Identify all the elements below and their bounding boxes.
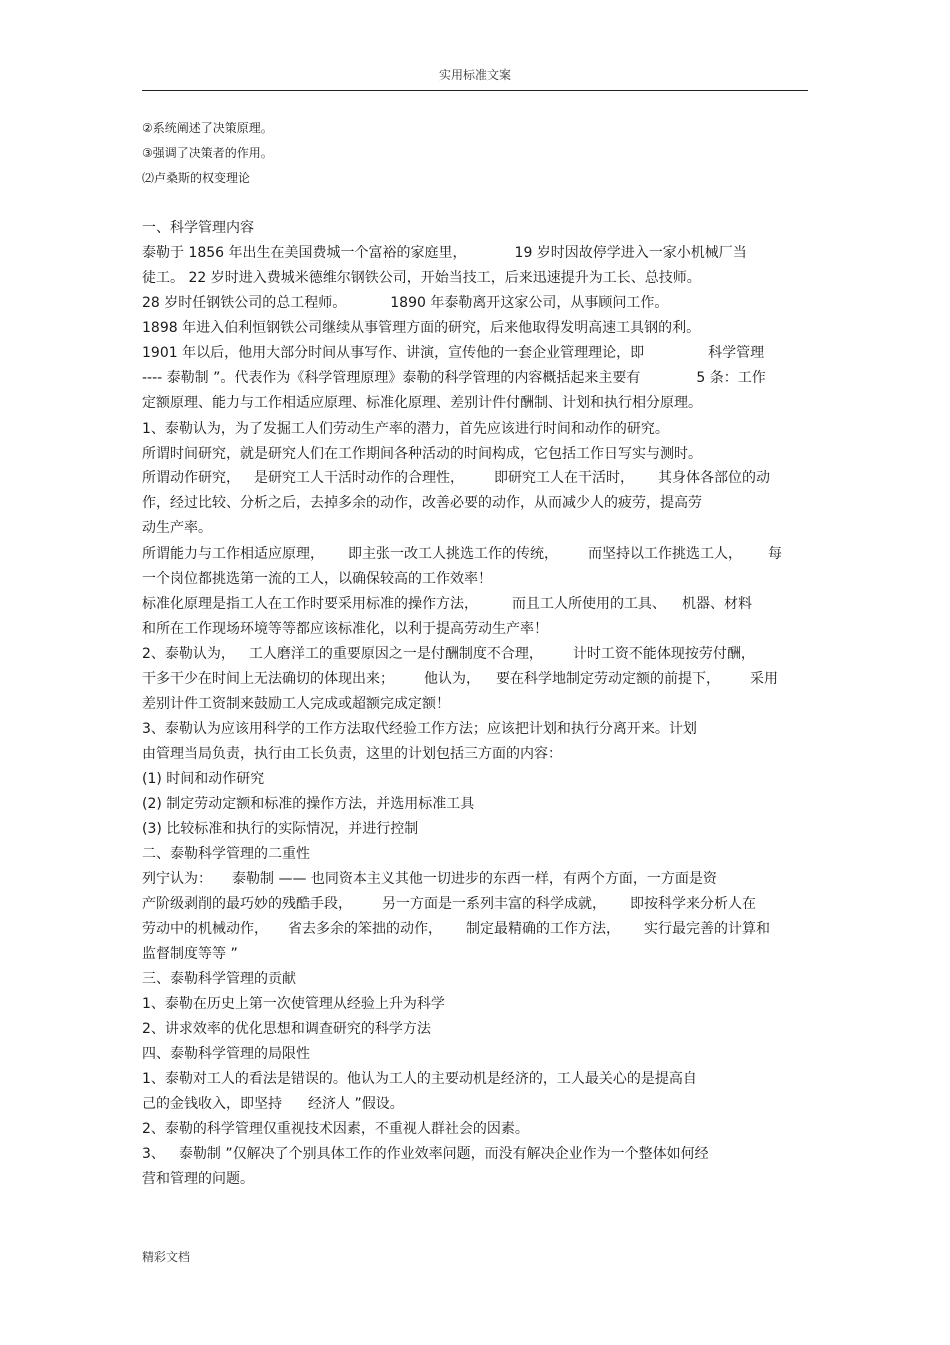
text-line: 1898 年进入伯利恒钢铁公司继续从事管理方面的研究，后来他取得发明高速工具钢的利。 bbox=[142, 320, 701, 336]
text-line: ---- 泰勒制 ”。代表作为《科学管理原理》泰勒的科学管理的内容概括起来主要有 5 条：工作 bbox=[142, 370, 766, 386]
section-heading: 四、泰勒科学管理的局限性 bbox=[142, 1046, 310, 1062]
text-line: 标准化原理是指工人在工作时要采用标准的操作方法， 而且工人所使用的工具、 机器、材料 bbox=[142, 596, 752, 612]
text-line: 1、泰勒认为，为了发掘工人们劳动生产率的潜力，首先应该进行时间和动作的研究。 bbox=[142, 421, 669, 437]
text-line: 2、泰勒认为， 工人磨洋工的重要原因之一是付酬制度不合理， 计时工资不能体现按劳付酬， bbox=[142, 646, 755, 662]
text-line: 由管理当局负责，执行由工长负责，这里的计划包括三方面的内容： bbox=[142, 746, 562, 762]
list-item: 2、泰勒的科学管理仅重视技术因素，不重视人群社会的因素。 bbox=[142, 1121, 529, 1137]
list-item: (2) 制定劳动定额和标准的操作方法，并选用标准工具 bbox=[142, 796, 475, 812]
text-line: 3、泰勒认为应该用科学的工作方法取代经验工作方法；应该把计划和执行分离开来。计划 bbox=[142, 721, 697, 737]
text-line: 监督制度等等 ” bbox=[142, 946, 238, 962]
section-heading: 三、泰勒科学管理的贡献 bbox=[142, 971, 296, 987]
list-item: 3、 泰勒制 ”仅解决了个别具体工作的作业效率问题，而没有解决企业作为一个整体如何经 bbox=[142, 1146, 709, 1162]
list-item: 2、讲求效率的优化思想和调查研究的科学方法 bbox=[142, 1021, 431, 1037]
text-line: 劳动中的机械动作， 省去多余的笨拙的动作， 制定最精确的工作方法， 实行最完善的计算和 bbox=[142, 921, 770, 937]
text-line: 差别计件工资制来鼓励工人完成或超额完成定额！ bbox=[142, 696, 450, 712]
list-item: 1、泰勒在历史上第一次使管理从经验上升为科学 bbox=[142, 996, 445, 1012]
section-heading: 一、科学管理内容 bbox=[142, 220, 254, 236]
text-line: ③强调了决策者的作用。 bbox=[142, 146, 273, 160]
text-line: 所谓能力与工作相适应原理， 即主张一改工人挑选工作的传统， 而坚持以工作挑选工人， 每 bbox=[142, 546, 782, 562]
text-line: 所谓动作研究， 是研究工人干活时动作的合理性， 即研究工人在干活时， 其身体各部位的动 bbox=[142, 470, 770, 486]
page-footer: 精彩文档 bbox=[142, 1250, 191, 1264]
text-line: 己的金钱收入，即坚持 经济人 ”假设。 bbox=[142, 1096, 404, 1112]
list-item: (1) 时间和动作研究 bbox=[142, 771, 265, 787]
text-line: 28 岁时任钢铁公司的总工程师。 1890 年泰勒离开这家公司，从事顾问工作。 bbox=[142, 295, 669, 311]
text-line: 徒工。 22 岁时进入费城米德维尔钢铁公司，开始当技工，后来迅速提升为工长、总技师。 bbox=[142, 270, 701, 286]
text-line: 列宁认为： 泰勒制 —— 也同资本主义其他一切进步的东西一样，有两个方面，一方面是资 bbox=[142, 871, 717, 887]
text-line: 作，经过比较、分析之后，去掉多余的动作，改善必要的动作，从而减少人的疲劳，提高劳 bbox=[142, 495, 702, 511]
text-line: 动生产率。 bbox=[142, 520, 212, 536]
list-item: (3) 比较标准和执行的实际情况，并进行控制 bbox=[142, 821, 419, 837]
list-item: 1、泰勒对工人的看法是错误的。他认为工人的主要动机是经济的，工人最关心的是提高自 bbox=[142, 1071, 697, 1087]
text-line: 泰勒于 1856 年出生在美国费城一个富裕的家庭里， 19 岁时因故停学进入一家小机械厂当 bbox=[142, 245, 747, 261]
text-line: 产阶级剥削的最巧妙的残酷手段， 另一方面是一系列丰富的科学成就， 即按科学来分析人在 bbox=[142, 896, 756, 912]
text-line: 干多干少在时间上无法确切的体现出来； 他认为， 要在科学地制定劳动定额的前提下， 采用 bbox=[142, 671, 778, 687]
text-line: ⑵卢桑斯的权变理论 bbox=[142, 171, 251, 185]
header-divider bbox=[142, 90, 808, 91]
text-line: 定额原理、能力与工作相适应原理、标准化原理、差别计件付酬制、计划和执行相分原理。 bbox=[142, 395, 702, 411]
text-line: 和所在工作现场环境等等都应该标准化，以利于提高劳动生产率！ bbox=[142, 621, 548, 637]
section-heading: 二、泰勒科学管理的二重性 bbox=[142, 846, 310, 862]
text-line: 一个岗位都挑选第一流的工人，以确保较高的工作效率！ bbox=[142, 571, 492, 587]
page-header: 实用标准文案 bbox=[438, 68, 511, 82]
text-line: 所谓时间研究，就是研究人们在工作期间各种活动的时间构成，它包括工作日写实与测时。 bbox=[142, 446, 702, 462]
text-line: ②系统阐述了决策原理。 bbox=[142, 121, 273, 135]
text-line: 1901 年以后，他用大部分时间从事写作、讲演，宣传他的一套企业管理理论，即 科学管理 bbox=[142, 345, 765, 361]
text-line: 营和管理的问题。 bbox=[142, 1171, 254, 1187]
